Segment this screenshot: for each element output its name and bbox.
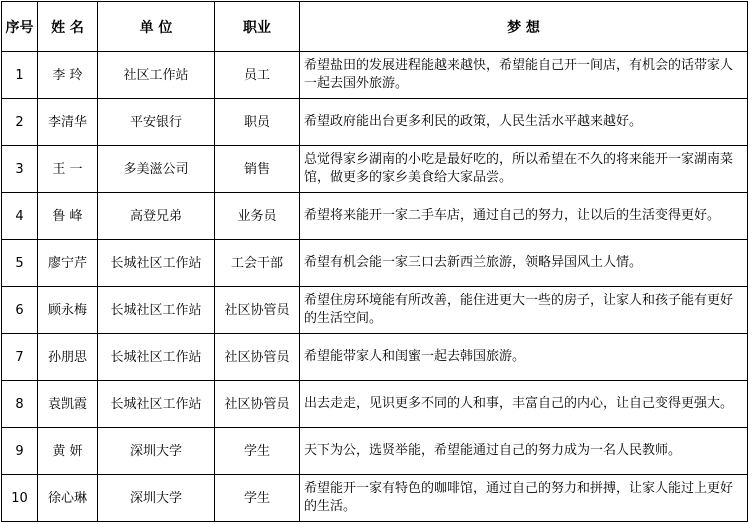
header-name: 姓 名: [38, 2, 98, 52]
row-unit: 深圳大学: [98, 475, 215, 522]
row-job: 业务员: [215, 193, 300, 240]
row-no: 5: [2, 240, 38, 287]
row-dream: 希望盐田的发展进程能越来越快，希望能自己开一间店，有机会的话带家人一起去国外旅游。: [300, 52, 748, 99]
row-no: 2: [2, 99, 38, 146]
row-name: 李清华: [38, 99, 98, 146]
row-name: 袁凯霞: [38, 381, 98, 428]
row-unit: 长城社区工作站: [98, 287, 215, 334]
row-job: 社区协管员: [215, 381, 300, 428]
row-unit: 高登兄弟: [98, 193, 215, 240]
row-dream: 希望政府能出台更多利民的政策，人民生活水平越来越好。: [300, 99, 748, 146]
row-no: 3: [2, 146, 38, 193]
row-name: 李 玲: [38, 52, 98, 99]
row-dream: 出去走走，见识更多不同的人和事，丰富自己的内心，让自己变得更强大。: [300, 381, 748, 428]
row-job: 学生: [215, 428, 300, 475]
row-name: 鲁 峰: [38, 193, 98, 240]
row-job: 员工: [215, 52, 300, 99]
header-no: 序号: [2, 2, 38, 52]
row-unit: 长城社区工作站: [98, 240, 215, 287]
table-row: [2, 287, 748, 334]
table-row: [2, 240, 748, 287]
row-no: 1: [2, 52, 38, 99]
row-job: 社区协管员: [215, 334, 300, 381]
row-name: 孙朋思: [38, 334, 98, 381]
row-name: 王 一: [38, 146, 98, 193]
table-row: [2, 193, 748, 240]
row-job: 社区协管员: [215, 287, 300, 334]
row-job: 职员: [215, 99, 300, 146]
row-no: 9: [2, 428, 38, 475]
table-row: [2, 475, 748, 522]
row-unit: 平安银行: [98, 99, 215, 146]
row-dream: 希望能开一家有特色的咖啡馆，通过自己的努力和拼搏，让家人能过上更好的生活。: [300, 475, 748, 522]
row-dream: 希望将来能开一家二手车店，通过自己的努力，让以后的生活变得更好。: [300, 193, 748, 240]
row-name: 徐心琳: [38, 475, 98, 522]
row-dream: 总觉得家乡湖南的小吃是最好吃的，所以希望在不久的将来能开一家湖南菜馆，做更多的家乡美食给大家品尝。: [300, 146, 748, 193]
row-name: 顾永梅: [38, 287, 98, 334]
row-dream: 希望住房环境能有所改善，能住进更大一些的房子，让家人和孩子能有更好的生活空间。: [300, 287, 748, 334]
row-name: 廖宁芹: [38, 240, 98, 287]
row-unit: 深圳大学: [98, 428, 215, 475]
row-no: 8: [2, 381, 38, 428]
row-name: 黄 妍: [38, 428, 98, 475]
row-dream: 希望有机会能一家三口去新西兰旅游，领略异国风土人情。: [300, 240, 748, 287]
row-unit: 多美滋公司: [98, 146, 215, 193]
row-no: 4: [2, 193, 38, 240]
row-dream: 天下为公，选贤举能，希望能通过自己的努力成为一名人民教师。: [300, 428, 748, 475]
header-dream: 梦 想: [300, 2, 748, 52]
table-row: [2, 428, 748, 475]
header-unit: 单 位: [98, 2, 215, 52]
row-unit: 社区工作站: [98, 52, 215, 99]
dream-table: [1, 1, 748, 522]
row-dream: 希望能带家人和闺蜜一起去韩国旅游。: [300, 334, 748, 381]
table-row: [2, 52, 748, 99]
row-unit: 长城社区工作站: [98, 334, 215, 381]
table-row: [2, 334, 748, 381]
row-job: 学生: [215, 475, 300, 522]
table-row: [2, 146, 748, 193]
row-no: 10: [2, 475, 38, 522]
table-row: [2, 99, 748, 146]
table-row: [2, 381, 748, 428]
row-no: 6: [2, 287, 38, 334]
row-no: 7: [2, 334, 38, 381]
row-job: 销售: [215, 146, 300, 193]
row-unit: 长城社区工作站: [98, 381, 215, 428]
header-job: 职业: [215, 2, 300, 52]
row-job: 工会干部: [215, 240, 300, 287]
header-row: [2, 2, 748, 52]
